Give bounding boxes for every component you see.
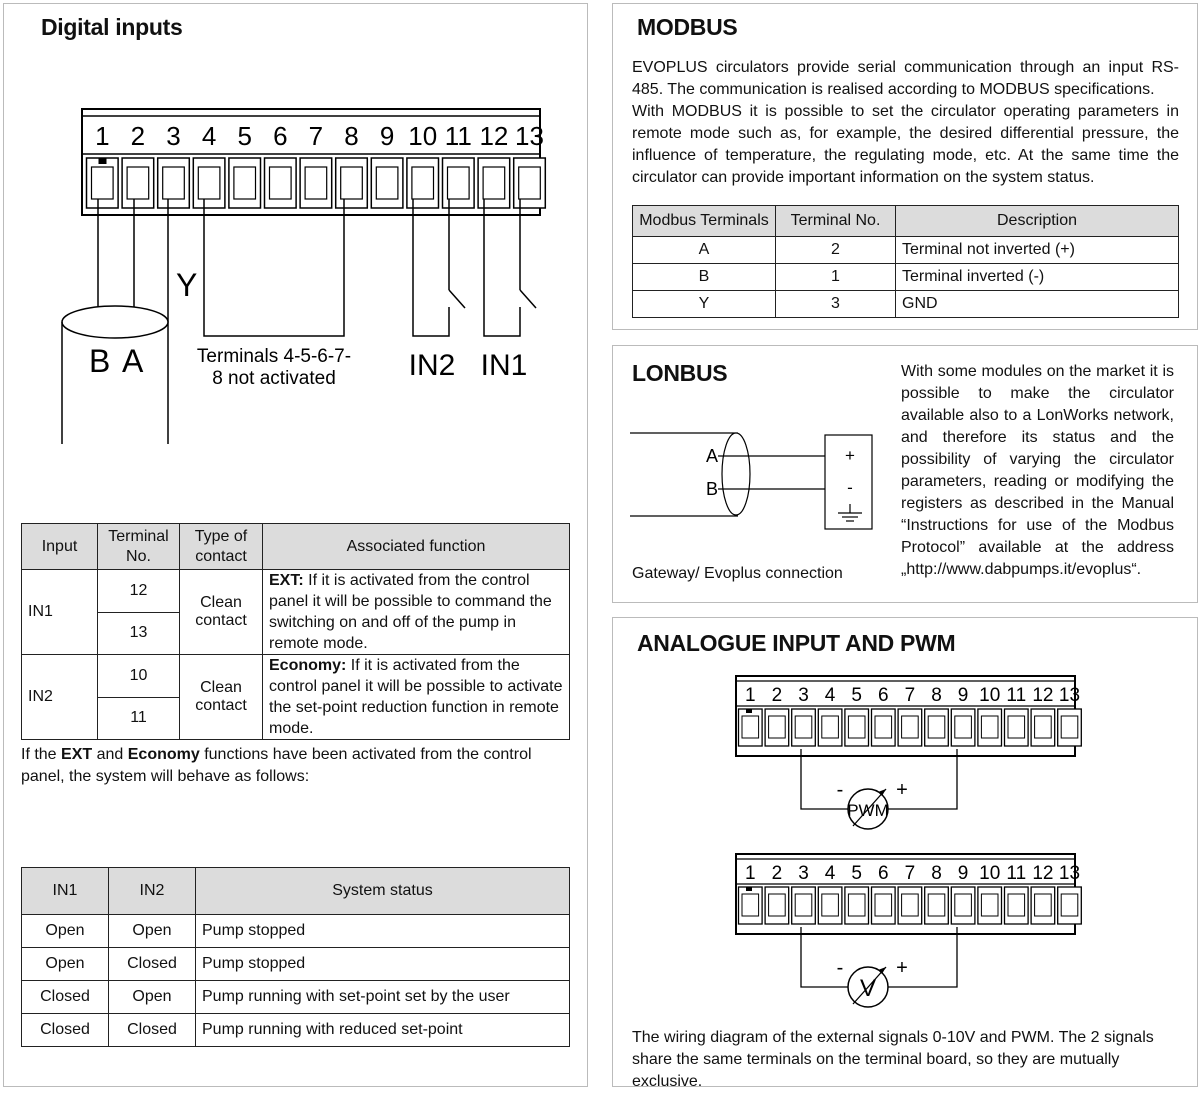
terminals-note-line1: Terminals 4-5-6-7- bbox=[196, 346, 352, 367]
header-in1: IN1 bbox=[22, 868, 109, 915]
terminal-number: 7 bbox=[308, 121, 324, 151]
terminal-screw bbox=[1035, 716, 1052, 738]
terminal-number: 1 bbox=[745, 863, 756, 884]
terminal-number: 5 bbox=[851, 863, 862, 884]
terminal-screw bbox=[981, 716, 998, 738]
status-row-3-in2: Open bbox=[109, 981, 196, 1014]
terminal-number: 11 bbox=[1006, 863, 1027, 884]
pwm-wiring-diagram bbox=[730, 670, 1090, 845]
terminal-number: 6 bbox=[273, 121, 288, 151]
in1-terminal-13: 13 bbox=[98, 612, 180, 655]
terminal-number: 3 bbox=[166, 121, 181, 151]
terminal-screw bbox=[1008, 894, 1025, 916]
terminal-screw bbox=[1008, 716, 1025, 738]
terminal-number: 1 bbox=[95, 121, 110, 151]
terminal-number: 2 bbox=[771, 685, 783, 706]
terminal-screw bbox=[955, 894, 972, 916]
in1-switch-lever bbox=[520, 290, 536, 308]
digital-inputs-wiring-diagram bbox=[3, 100, 588, 460]
ext-description: If it is activated from the control panel it will be possible to command the switching on and off of the pump in remote mode. bbox=[269, 572, 552, 652]
status-row-2-status: Pump stopped bbox=[196, 948, 570, 981]
label-in1: IN1 bbox=[480, 349, 528, 382]
in2-terminal-10: 10 bbox=[98, 655, 180, 698]
analogue-title: ANALOGUE INPUT AND PWM bbox=[637, 630, 956, 656]
gateway-minus: - bbox=[847, 478, 853, 497]
terminal-number: 3 bbox=[798, 685, 809, 706]
terminal-number: 6 bbox=[878, 863, 889, 884]
lonbus-caption: Gateway/ Evoplus connection bbox=[632, 565, 843, 582]
terminal-screw bbox=[928, 716, 945, 738]
ext-label: EXT: bbox=[269, 572, 304, 589]
modbus-row-y-terminal: Y bbox=[633, 291, 776, 318]
terminal-screw bbox=[822, 894, 839, 916]
terminal-screw bbox=[795, 716, 812, 738]
in2-associated-function bbox=[263, 655, 570, 740]
terminal-number: 10 bbox=[979, 863, 1001, 884]
terminal-screw bbox=[902, 894, 919, 916]
modbus-para-1: EVOPLUS circulators provide serial communication through an input RS-485. The communication is realised according to MODBUS specifications. bbox=[632, 59, 1179, 98]
modbus-row-y-description: GND bbox=[896, 291, 1179, 318]
in1-input-cell: IN1 bbox=[22, 570, 98, 655]
terminal-number: 12 bbox=[1032, 863, 1054, 884]
in2-wiring bbox=[413, 199, 449, 336]
terminal-screw bbox=[742, 716, 759, 738]
economy-label: Economy: bbox=[269, 657, 347, 674]
lonbus-gateway-diagram bbox=[628, 427, 888, 537]
header-terminal-no: Terminal No. bbox=[776, 206, 896, 237]
terminal-screw bbox=[769, 716, 786, 738]
header-in2: IN2 bbox=[109, 868, 196, 915]
terminal-screw bbox=[875, 716, 892, 738]
terminal-screw bbox=[519, 167, 541, 199]
status-row-3-in1: Closed bbox=[22, 981, 109, 1014]
voltmeter-label: V bbox=[859, 975, 877, 1002]
behaviour-note-text-2: and bbox=[92, 746, 128, 763]
terminal-screw bbox=[1061, 894, 1078, 916]
terminal-number: 12 bbox=[1032, 685, 1054, 706]
label-a: A bbox=[122, 343, 144, 379]
system-status-table bbox=[21, 867, 570, 1047]
terminal-screw bbox=[928, 894, 945, 916]
terminal-number: 10 bbox=[979, 685, 1001, 706]
terminal-screw bbox=[198, 167, 220, 199]
status-row-4-status: Pump running with reduced set-point bbox=[196, 1014, 570, 1047]
terminal-screw bbox=[483, 167, 505, 199]
behaviour-note-economy: Economy bbox=[127, 746, 200, 763]
voltage-wiring-diagram bbox=[730, 848, 1090, 1023]
in1-wiring bbox=[484, 199, 520, 336]
status-row-4-in2: Closed bbox=[109, 1014, 196, 1047]
terminal-screw bbox=[234, 167, 256, 199]
voltage-minus: - bbox=[836, 957, 844, 979]
modbus-row-a-number: 2 bbox=[776, 237, 896, 264]
terminal-number: 13 bbox=[1058, 685, 1081, 706]
terminal-number: 2 bbox=[130, 121, 146, 151]
terminal-number: 4 bbox=[824, 685, 836, 706]
digital-inputs-function-table bbox=[21, 523, 570, 740]
analogue-caption: The wiring diagram of the external signals 0-10V and PWM. The 2 signals share the same terminals on the terminal board, so they are mutually exclusive. bbox=[632, 1029, 1154, 1090]
in1-associated-function bbox=[263, 570, 570, 655]
terminal-screw bbox=[795, 894, 812, 916]
lonbus-label-a: A bbox=[706, 446, 719, 466]
terminal-number: 3 bbox=[798, 863, 809, 884]
modbus-terminals-table bbox=[632, 205, 1179, 318]
terminal-number: 9 bbox=[957, 685, 969, 706]
cable-section bbox=[722, 433, 750, 515]
label-b: B bbox=[89, 343, 111, 379]
terminal-screw bbox=[822, 716, 839, 738]
voltage-plus: + bbox=[896, 957, 908, 979]
terminal-screw bbox=[1061, 716, 1078, 738]
terminal-screw bbox=[955, 716, 972, 738]
terminal-number: 13 bbox=[515, 121, 544, 151]
modbus-para-2: With MODBUS it is possible to set the circulator operating parameters in remote mode such as, for example, the desired differential pressure, the influence of temperature, the regulating mode, etc. At the same time the circulator can provide important information on the system status. bbox=[632, 103, 1179, 186]
behaviour-note-text-3: functions have been activated from the control panel, the system will behave as follows: bbox=[21, 746, 532, 785]
digital-inputs-title: Digital inputs bbox=[41, 14, 183, 40]
modbus-description bbox=[632, 57, 1179, 189]
terminal-number: 13 bbox=[1058, 863, 1081, 884]
terminal-screw bbox=[848, 894, 865, 916]
terminal-number: 8 bbox=[344, 121, 359, 151]
terminal-screw bbox=[742, 894, 759, 916]
terminal-number: 6 bbox=[878, 685, 889, 706]
terminal-number: 7 bbox=[904, 685, 916, 706]
status-row-4-in1: Closed bbox=[22, 1014, 109, 1047]
modbus-row-b-description: Terminal inverted (-) bbox=[896, 264, 1179, 291]
header-input: Input bbox=[22, 524, 98, 570]
terminal-screw bbox=[341, 167, 363, 199]
pwm-plus: + bbox=[896, 779, 908, 801]
terminals-note-line2: 8 not activated bbox=[212, 368, 336, 389]
pwm-minus: - bbox=[836, 779, 844, 801]
terminal-number: 11 bbox=[444, 121, 472, 151]
terminal-screw bbox=[875, 894, 892, 916]
terminal-screw bbox=[1035, 894, 1052, 916]
terminal-number: 10 bbox=[408, 121, 438, 151]
terminal-screw bbox=[163, 167, 185, 199]
terminal-screw bbox=[448, 167, 470, 199]
terminal-screw bbox=[848, 716, 865, 738]
label-y: Y bbox=[176, 267, 198, 303]
terminal-number: 5 bbox=[237, 121, 252, 151]
status-row-3-status: Pump running with set-point set by the user bbox=[196, 981, 570, 1014]
in1-terminal-12: 12 bbox=[98, 570, 180, 613]
modbus-row-a-terminal: A bbox=[633, 237, 776, 264]
behaviour-note bbox=[21, 744, 570, 788]
cable-sheath bbox=[62, 306, 168, 338]
terminal-number: 7 bbox=[904, 863, 916, 884]
status-row-1-status: Pump stopped bbox=[196, 915, 570, 948]
status-row-2-in1: Open bbox=[22, 948, 109, 981]
modbus-row-a-description: Terminal not inverted (+) bbox=[896, 237, 1179, 264]
terminal-number: 12 bbox=[479, 121, 509, 151]
label-in2: IN2 bbox=[408, 349, 456, 382]
header-terminal-no: Terminal No. bbox=[98, 524, 180, 570]
in2-contact-type: Clean contact bbox=[180, 655, 263, 740]
economy-description: If it is activated from the control panel it will be possible to activate the set-point reduction function in remote mode. bbox=[269, 657, 563, 737]
terminal-screw bbox=[92, 167, 114, 199]
header-modbus-terminals: Modbus Terminals bbox=[633, 206, 776, 237]
in2-input-cell: IN2 bbox=[22, 655, 98, 740]
terminal-screw bbox=[127, 167, 149, 199]
terminal-number: 11 bbox=[1006, 685, 1027, 706]
header-type-of-contact: Type of contact bbox=[180, 524, 263, 570]
lonbus-description: With some modules on the market it is possible to make the circulator available also to a LonWorks network, and therefore its status and the possibility of varying the circulator parameters, reading or modifying the registers as described in the Manual “Instructions for use of the Modbus Protocol” available at the address „http://www.dabpumps.it/evoplus“. bbox=[901, 363, 1174, 578]
terminal-screw bbox=[769, 894, 786, 916]
modbus-row-b-number: 1 bbox=[776, 264, 896, 291]
in2-switch-lever bbox=[449, 290, 465, 308]
header-description: Description bbox=[896, 206, 1179, 237]
terminal-number: 1 bbox=[745, 685, 756, 706]
terminal-number: 4 bbox=[824, 863, 836, 884]
terminal-screw bbox=[981, 894, 998, 916]
modbus-row-b-terminal: B bbox=[633, 264, 776, 291]
in2-terminal-11: 11 bbox=[98, 697, 180, 740]
terminal-notch bbox=[746, 709, 752, 713]
terminal-screw bbox=[412, 167, 434, 199]
status-row-2-in2: Closed bbox=[109, 948, 196, 981]
pwm-label: PWM bbox=[847, 801, 889, 820]
gateway-plus: + bbox=[845, 446, 855, 465]
terminal-number: 8 bbox=[931, 685, 942, 706]
terminal-number: 2 bbox=[771, 863, 783, 884]
terminal-number: 4 bbox=[201, 121, 217, 151]
modbus-title: MODBUS bbox=[637, 14, 738, 40]
terminal-number: 8 bbox=[931, 863, 942, 884]
in1-contact-type: Clean contact bbox=[180, 570, 263, 655]
terminal-screw bbox=[305, 167, 327, 199]
terminal-number: 9 bbox=[379, 121, 395, 151]
terminal-notch bbox=[746, 887, 752, 891]
behaviour-note-ext: EXT bbox=[61, 746, 93, 763]
status-row-1-in2: Open bbox=[109, 915, 196, 948]
modbus-row-y-number: 3 bbox=[776, 291, 896, 318]
terminal-notch bbox=[99, 158, 107, 164]
terminal-screw bbox=[270, 167, 292, 199]
header-system-status: System status bbox=[196, 868, 570, 915]
terminal-number: 9 bbox=[957, 863, 969, 884]
status-row-1-in1: Open bbox=[22, 915, 109, 948]
terminal-screw bbox=[902, 716, 919, 738]
lonbus-label-b: B bbox=[706, 479, 719, 499]
bridge-terminals-4-8 bbox=[204, 199, 344, 336]
terminal-number: 5 bbox=[851, 685, 862, 706]
lonbus-title: LONBUS bbox=[632, 360, 728, 386]
behaviour-note-text-1: If the bbox=[21, 746, 62, 763]
header-associated-function: Associated function bbox=[263, 524, 570, 570]
terminal-screw bbox=[376, 167, 398, 199]
